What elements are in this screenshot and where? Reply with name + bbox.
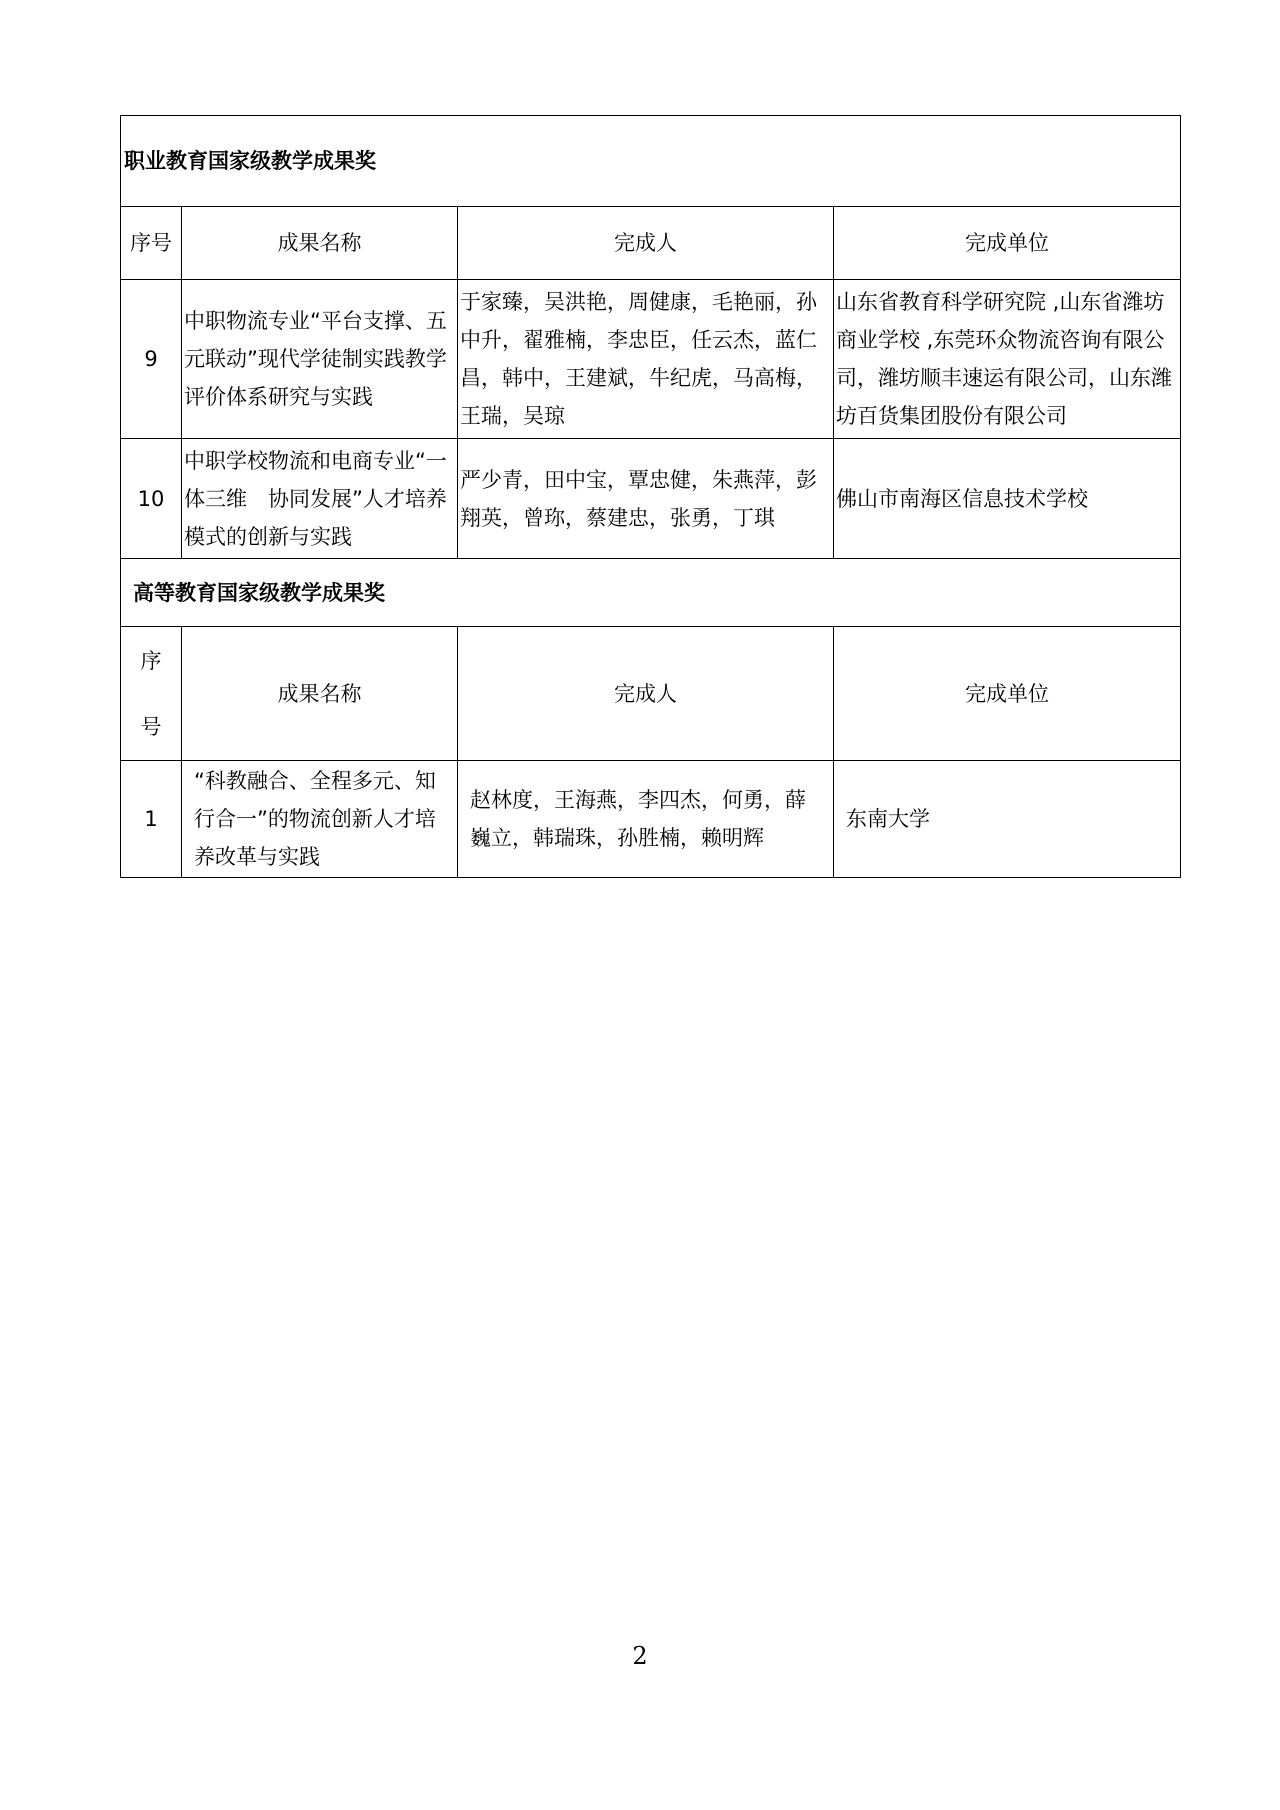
page-number: 2 xyxy=(632,1642,648,1670)
header-achievement-name: 成果名称 xyxy=(182,627,458,761)
row-people: 严少青，田中宝，覃忠健，朱燕萍，彭翔英，曾珎，蔡建忠，张勇，丁琪 xyxy=(458,439,834,559)
row-unit: 东南大学 xyxy=(834,761,1181,878)
section-title-vocational: 职业教育国家级教学成果奖 xyxy=(121,116,1181,207)
row-serial: 9 xyxy=(121,280,182,439)
header-people: 完成人 xyxy=(458,207,834,280)
header-serial-line1: 序 xyxy=(140,648,162,673)
header-achievement-name: 成果名称 xyxy=(182,207,458,280)
row-unit: 佛山市南海区信息技术学校 xyxy=(834,439,1181,559)
header-unit: 完成单位 xyxy=(834,207,1181,280)
section-title-higher-education: 高等教育国家级教学成果奖 xyxy=(121,559,1181,627)
row-unit: 山东省教育科学研究院 ,山东省潍坊商业学校 ,东莞环众物流咨询有限公司，潍坊顺丰速运有限公司，山东潍坊百货集团股份有限公司 xyxy=(834,280,1181,439)
row-achievement-name: “科教融合、全程多元、知行合一”的物流创新人才培养改革与实践 xyxy=(182,761,458,878)
table-row xyxy=(121,439,1181,559)
header-serial xyxy=(121,627,182,761)
row-serial: 10 xyxy=(121,439,182,559)
row-serial: 1 xyxy=(121,761,182,878)
row-people: 于家臻，吴洪艳，周健康，毛艳丽，孙中升，翟雅楠，李忠臣，任云杰，蓝仁昌，韩中，王建斌，牛纪虎，马高梅，王瑞，吴琼 xyxy=(458,280,834,439)
header-people: 完成人 xyxy=(458,627,834,761)
header-serial: 序号 xyxy=(121,207,182,280)
header-serial-line2: 号 xyxy=(140,714,162,739)
header-unit: 完成单位 xyxy=(834,627,1181,761)
row-achievement-name: 中职学校物流和电商专业“一体三维 协同发展”人才培养模式的创新与实践 xyxy=(182,439,458,559)
table-row xyxy=(121,761,1181,878)
row-people: 赵林度，王海燕，李四杰，何勇，薛巍立，韩瑞珠，孙胜楠，赖明辉 xyxy=(458,761,834,878)
table-row xyxy=(121,280,1181,439)
row-achievement-name: 中职物流专业“平台支撑、五元联动”现代学徒制实践教学评价体系研究与实践 xyxy=(182,280,458,439)
awards-table xyxy=(120,115,1181,878)
